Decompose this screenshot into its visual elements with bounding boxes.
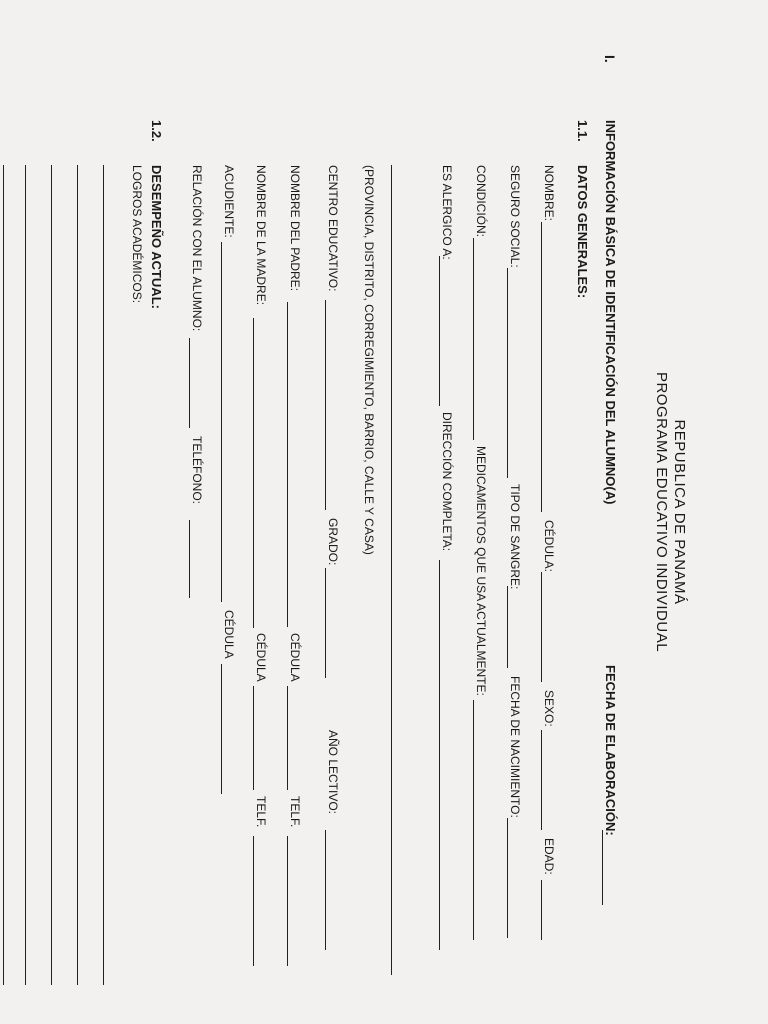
tipo-sangre-field[interactable]	[507, 586, 508, 668]
section-1-1-number: 1.1.	[575, 120, 590, 142]
padre-field[interactable]	[287, 302, 288, 627]
seguro-social-label: SEGURO SOCIAL:	[508, 165, 522, 268]
cedula-padre-label: CÉDULA	[288, 633, 302, 682]
sexo-field[interactable]	[541, 730, 542, 830]
telefono-field[interactable]	[189, 520, 190, 598]
telf-padre-label: TELF.	[288, 796, 302, 828]
ano-lectivo-label: AÑO LECTIVO:	[326, 730, 340, 815]
direccion-field-2[interactable]	[391, 165, 392, 975]
section-1-1-title: DATOS GENERALES:	[575, 165, 590, 299]
cedula-acudiente-label: CÉDULA	[222, 610, 236, 659]
condicion-field[interactable]	[473, 238, 474, 440]
acudiente-field[interactable]	[221, 242, 222, 602]
medicamentos-label: MEDICAMENTOS QUE USA ACTUALMENTE:	[474, 446, 488, 696]
ano-lectivo-field[interactable]	[325, 830, 326, 950]
fecha-nacimiento-label: FECHA DE NACIMIENTO:	[508, 676, 522, 818]
grado-field[interactable]	[325, 568, 326, 678]
nombre-label: NOMBRE:	[542, 165, 556, 222]
direccion-label: DIRECCIÓN COMPLETA:	[440, 412, 454, 552]
edad-field[interactable]	[541, 880, 542, 940]
fecha-nacimiento-field[interactable]	[507, 818, 508, 938]
relacion-label: RELACIÓN CON EL ALUMNO:	[190, 165, 204, 332]
relacion-field[interactable]	[189, 338, 190, 428]
fecha-elaboracion-field[interactable]	[602, 830, 603, 905]
medicamentos-field[interactable]	[473, 700, 474, 940]
logros-line-4[interactable]	[25, 165, 26, 985]
cedula-field[interactable]	[541, 572, 542, 682]
tipo-sangre-label: TIPO DE SANGRE:	[508, 484, 522, 590]
logros-line-3[interactable]	[51, 165, 52, 985]
madre-field[interactable]	[253, 318, 254, 628]
acudiente-label: ACUDIENTE:	[222, 165, 236, 238]
country-heading: REPUBLICA DE PANAMÁ	[671, 419, 688, 605]
logros-line-5[interactable]	[3, 165, 4, 985]
nombre-field[interactable]	[541, 222, 542, 512]
telf-padre-field[interactable]	[287, 836, 288, 966]
centro-educativo-label: CENTRO EDUCATIVO:	[326, 165, 340, 292]
telefono-label: TELÉFONO:	[190, 436, 204, 505]
section-1-number: I.	[602, 55, 618, 63]
direccion-field[interactable]	[439, 560, 440, 950]
edad-label: EDAD:	[542, 838, 556, 875]
logros-label: LOGROS ACADÉMICOS:	[130, 165, 144, 304]
cedula-label: CÉDULA:	[542, 520, 556, 573]
section-1-title: INFORMACIÓN BÁSICA DE IDENTIFICACIÓN DEL ALUMNO(A)	[603, 120, 618, 505]
centro-educativo-field[interactable]	[325, 300, 326, 510]
cedula-madre-field[interactable]	[253, 686, 254, 790]
alergico-label: ES ALERGICO A:	[440, 165, 454, 260]
madre-label: NOMBRE DE LA MADRE:	[254, 165, 268, 306]
seguro-social-field[interactable]	[507, 268, 508, 478]
logros-line-1[interactable]	[103, 165, 104, 985]
telf-madre-field[interactable]	[253, 836, 254, 966]
sexo-label: SEXO:	[542, 690, 556, 727]
cedula-padre-field[interactable]	[287, 686, 288, 790]
condicion-label: CONDICIÓN:	[474, 165, 488, 237]
grado-label: GRADO:	[326, 518, 340, 566]
fecha-elaboracion-label: FECHA DE ELABORACIÓN:	[603, 665, 618, 836]
section-1-2-number: 1.2.	[149, 120, 164, 142]
telf-madre-label: TELF.	[254, 796, 268, 828]
alergico-field[interactable]	[439, 256, 440, 406]
section-1-2-title: DESEMPEÑO ACTUAL:	[149, 165, 164, 309]
cedula-acudiente-field[interactable]	[221, 664, 222, 794]
cedula-madre-label: CÉDULA	[254, 633, 268, 682]
logros-line-2[interactable]	[77, 165, 78, 985]
padre-label: NOMBRE DEL PADRE:	[288, 165, 302, 292]
direccion-hint: (PROVINCIA, DISTRITO, CORREGIMIENTO, BARRIO, CALLE Y CASA)	[362, 165, 376, 555]
program-heading: PROGRAMA EDUCATIVO INDIVIDUAL	[653, 371, 670, 653]
